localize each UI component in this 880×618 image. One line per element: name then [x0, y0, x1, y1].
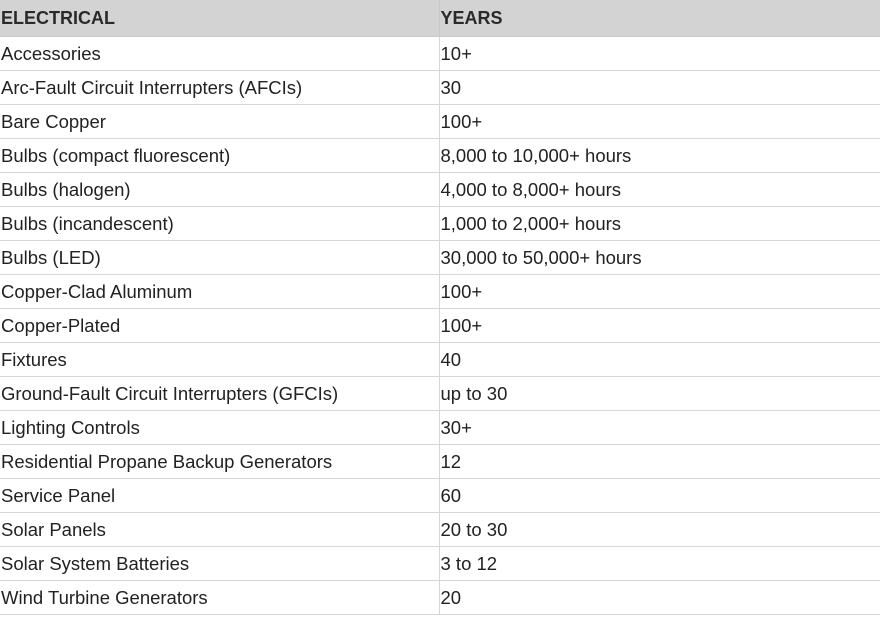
cell-years: 40: [439, 343, 880, 377]
cell-years: 30,000 to 50,000+ hours: [439, 241, 880, 275]
cell-years: up to 30: [439, 377, 880, 411]
cell-years: 100+: [439, 275, 880, 309]
cell-years: 100+: [439, 105, 880, 139]
cell-years: 4,000 to 8,000+ hours: [439, 173, 880, 207]
header-years: YEARS: [439, 0, 880, 37]
cell-electrical: Service Panel: [0, 479, 439, 513]
cell-electrical: Bulbs (halogen): [0, 173, 439, 207]
cell-electrical: Bare Copper: [0, 105, 439, 139]
cell-years: 20 to 30: [439, 513, 880, 547]
cell-years: 100+: [439, 309, 880, 343]
table-row: [0, 479, 880, 513]
header-electrical: ELECTRICAL: [0, 0, 439, 37]
cell-years: 12: [439, 445, 880, 479]
cell-years: 10+: [439, 37, 880, 71]
cell-years: 30: [439, 71, 880, 105]
cell-electrical: Arc-Fault Circuit Interrupters (AFCIs): [0, 71, 439, 105]
table-row: [0, 207, 880, 241]
cell-electrical: Solar Panels: [0, 513, 439, 547]
table-row: [0, 275, 880, 309]
cell-electrical: Residential Propane Backup Generators: [0, 445, 439, 479]
cell-years: 60: [439, 479, 880, 513]
table-row: [0, 343, 880, 377]
cell-electrical: Bulbs (LED): [0, 241, 439, 275]
cell-years: 1,000 to 2,000+ hours: [439, 207, 880, 241]
cell-years: 20: [439, 581, 880, 615]
table-row: [0, 173, 880, 207]
cell-years: 8,000 to 10,000+ hours: [439, 139, 880, 173]
cell-electrical: Bulbs (incandescent): [0, 207, 439, 241]
table-body: [0, 37, 880, 615]
cell-electrical: Bulbs (compact fluorescent): [0, 139, 439, 173]
cell-years: 30+: [439, 411, 880, 445]
table-row: [0, 445, 880, 479]
table-header: [0, 0, 880, 37]
table-row: [0, 139, 880, 173]
table-row: [0, 309, 880, 343]
cell-electrical: Copper-Plated: [0, 309, 439, 343]
table-row: [0, 547, 880, 581]
table-row: [0, 241, 880, 275]
table-row: [0, 37, 880, 71]
table-row: [0, 581, 880, 615]
table-row: [0, 377, 880, 411]
cell-electrical: Wind Turbine Generators: [0, 581, 439, 615]
table-row: [0, 411, 880, 445]
table-row: [0, 71, 880, 105]
table-row: [0, 513, 880, 547]
cell-electrical: Copper-Clad Aluminum: [0, 275, 439, 309]
cell-electrical: Solar System Batteries: [0, 547, 439, 581]
cell-electrical: Accessories: [0, 37, 439, 71]
cell-electrical: Lighting Controls: [0, 411, 439, 445]
cell-electrical: Fixtures: [0, 343, 439, 377]
cell-electrical: Ground-Fault Circuit Interrupters (GFCIs): [0, 377, 439, 411]
table-row: [0, 105, 880, 139]
header-row: [0, 0, 880, 37]
cell-years: 3 to 12: [439, 547, 880, 581]
